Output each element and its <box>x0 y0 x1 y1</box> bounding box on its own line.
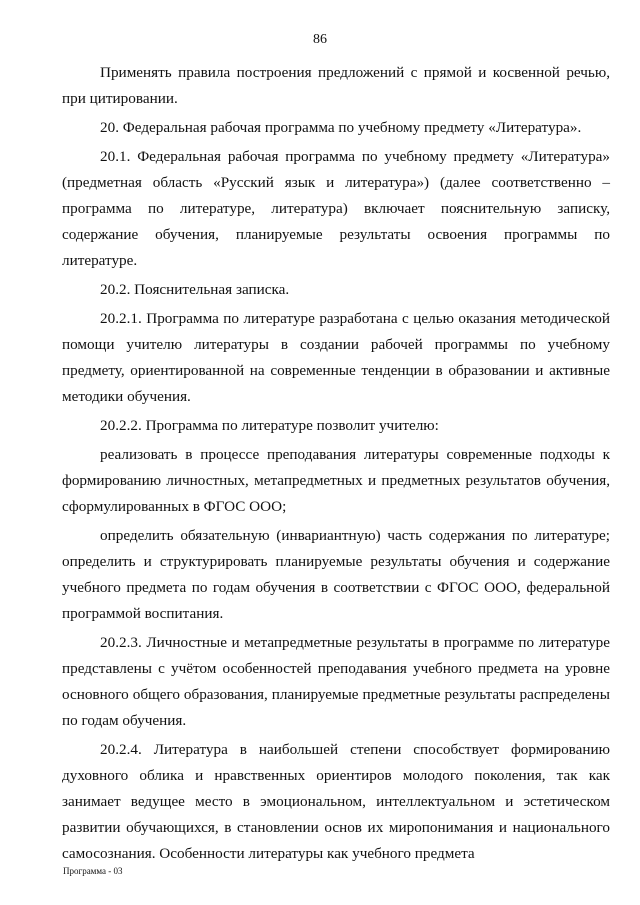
paragraph-20-2-1: 20.2.1. Программа по литературе разработана с целью оказания методической помощи учителю литературы в создании рабочей программы по учебному предмету, ориентированной на современные тенденции в образовании и активные методики обучения. <box>62 310 610 405</box>
paragraph-realize: реализовать в процессе преподавания литературы современные подходы к формированию личностных, метапредметных и предметных результатов обучения, сформулированных в ФГОС ООО; <box>62 446 610 515</box>
paragraph-20-2-3: 20.2.3. Личностные и метапредметные результаты в программе по литературе представлены с учётом особенностей преподавания учебного предмета на уровне основного общего образования, планируемые предметные результаты распределены по годам обучения. <box>62 634 610 729</box>
paragraph-20-2-2: 20.2.2. Программа по литературе позволит учителю: <box>100 417 439 434</box>
paragraph-20-2-4: 20.2.4. Литература в наибольшей степени способствует формированию духовного облика и нравственных ориентиров молодого поколения, так как занимает ведущее место в эмоциональном, интеллектуальном и эстетическом развитии обучающихся, в становлении основ их миропонимания и национального самосознания. Особенности литературы как учебного предмета <box>62 741 610 862</box>
paragraph-20-1: 20.1. Федеральная рабочая программа по учебному предмету «Литература» (предметная область «Русский язык и литература») (далее соответственно – программа по литературе, литература) включает пояснительную записку, содержание обучения, планируемые результаты освоения программы по литературе. <box>62 148 610 269</box>
paragraph-define: определить обязательную (инвариантную) часть содержания по литературе; определить и структурировать планируемые результаты обучения и содержание учебного предмета по годам обучения в соответствии с ФГОС ООО, федеральной программой воспитания. <box>62 527 610 622</box>
paragraph-20-2: 20.2. Пояснительная записка. <box>100 281 290 298</box>
paragraph-section-20: 20. Федеральная рабочая программа по учебному предмету «Литература». <box>100 119 582 136</box>
paragraph-direct-speech: Применять правила построения предложений с прямой и косвенной речью, при цитировании. <box>62 64 610 107</box>
document-body <box>62 60 610 870</box>
page-number: 86 <box>313 32 327 47</box>
footer-label: Программа - 03 <box>63 866 123 876</box>
